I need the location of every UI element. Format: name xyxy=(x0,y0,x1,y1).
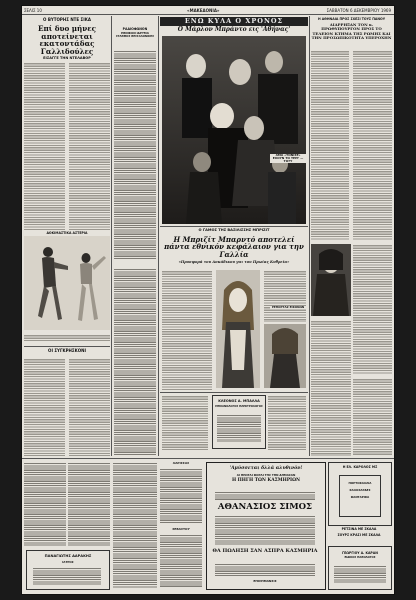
ad-col-mid1: ΛΑΡΙΣΣΑΣ xyxy=(172,461,190,465)
header-rule xyxy=(22,14,394,15)
left-headline: Επί δυο μήνες αποτείνεται εκατοντάδας Γαλλιδούλες xyxy=(37,24,97,56)
left-photo-caption: ΔΟΚΙΜΑΣΤΙΚΑ ΑΣΤΕΡΙΑ xyxy=(46,231,88,235)
left-text-c xyxy=(24,358,65,456)
ad-main-line2: ΑΙ ΠΡΩΤΑΙ ΦΟΡΑΙ ΤΗΣ ΤΗΝ ΔΗΜΑΣΑΝ xyxy=(236,472,296,477)
left-text-a xyxy=(24,62,65,230)
right-small-head: ΑΜΑ «ΤΟΝΙΣΕ» ΕΧΟΥΝ ΤΟ ΤΕΡΓ — ΤΟΞΥ xyxy=(270,154,306,163)
ad-right-box-title: Η ΕΛ. ΚΑΡΟΛΟΣ ΜΣ xyxy=(342,465,378,469)
bardot-kicker: Ο ΓΑΜΟΣ ΤΗΣ ΒΑΣΙΛΙΣΣΗΣ ΜΠΡΙΖΙΤ xyxy=(198,228,270,232)
ad-col-mid2: ΣΕΒΑΣΤΟΥ xyxy=(172,527,190,531)
left-kicker: Ο ΒΥΤΟΡΗΣ ΝΤΕ ΣΙΚΑ xyxy=(43,17,91,22)
right-headline: ΔΙΑΡΡΗΞΑΝ ΤΟΝ κ. ΠΡΩΘΥΠΟΥΡΓΟΝ ΠΡΟΣ ΤΟ ΤΕΛΕΙΟΝ ΚΤΗΜΑ ΤΗΣ ΡΩΜΗΣ ΚΑΙ ΤΗΝ ΠΡΟΣΩΠΙΚΟΤΗΤΑ ΥΠΕΡΟΧΗΝ xyxy=(311,22,392,40)
photo-caption-text xyxy=(24,334,110,342)
bardot-subhead: «Προσφορά του Ασκάδικου γαι του Πρωίας Κυθρεία» xyxy=(178,260,290,264)
ad-right-box-line-3: ΦΑΝΤΑΡΙΚΑ xyxy=(350,494,370,499)
page-number: ΣΕΛΙΣ 10 xyxy=(24,8,42,13)
ad-right-box xyxy=(328,462,392,526)
program-column xyxy=(113,16,157,456)
right-photo xyxy=(311,244,351,316)
left-section-title: ΟΙ ΣΥΓΚΡΗΣΚΟΝΙ xyxy=(48,348,86,353)
ad-main-footer: ΕΠΙΣΗΜΑΝΣΙΣ xyxy=(253,579,277,583)
lower-text-b xyxy=(268,395,306,450)
right-photo-label: ΡΕΠΟΡΤΑΖ ΕΙΚΟΝΩΝ xyxy=(271,305,305,309)
program-listing-2 xyxy=(114,268,156,456)
program-sub2: ΣΤΑΘΜΟΣ ΘΕΣΣΑΛΟΝΙΚΗΣ xyxy=(115,35,155,39)
ad-right-box-line-1: ΠΟΡΤΟΚΑΛΛΙΑ xyxy=(348,481,372,485)
right-text-e xyxy=(353,378,392,456)
program-subtitle: ΕΘΝΙΚΟΝ ΙΔΡΥΜΑ xyxy=(121,31,149,36)
bottom-listing-a xyxy=(24,462,66,546)
date-line: ΣΑΒΒΑΤΟΝ 6 ΔΕΚΕΜΒΡΙΟΥ 1969 xyxy=(326,8,391,13)
lower-text-a xyxy=(162,395,208,450)
bardot-headline: Η Μπριζίτ Μπαρντό αποτελεί πάντα εθνικόν κεφάλαιον για την Γαλλία xyxy=(164,235,304,259)
ad-main-line1: 'Αμύσσεται δλλά αλυθινόν! xyxy=(229,466,303,471)
ad-bottom-center xyxy=(212,395,266,449)
brando-photo xyxy=(162,36,306,224)
bottom-listing-b xyxy=(68,462,110,546)
masthead: «ΜΑΚΕΔΟΝΙΑ» xyxy=(187,8,220,13)
left-column xyxy=(24,16,110,456)
program-listing-1 xyxy=(114,50,156,260)
brando-headline: Ο Μάρλον Μπράντο εις 'Αθήνας' xyxy=(177,26,291,33)
bardot-photo-2 xyxy=(264,324,306,388)
ad-bottom-center-sub: ΜΗΧΑΝΟΛΟΓΟΣ ΗΛΕΚΤΡΟΛΟΓΟΣ xyxy=(215,404,263,408)
right-text-a xyxy=(311,50,349,240)
right-text-b xyxy=(353,50,392,240)
ad-right-bottom-title: ΓΕΩΡΓΙΟΥ Α. ΚΑΡΑΝ xyxy=(342,551,378,555)
right-kicker: Η ΑΘΗΝΑΙΑ ΠΡΟΣ ΣΧΕΣΙ ΤΟΥΣ ΠΑΝΟΥ xyxy=(317,17,386,21)
right-text-d xyxy=(311,320,351,456)
ad-col-right1: ΡΕΤΣΙΝΑ ΜΕ ΣΚΑΛΑ xyxy=(341,527,377,531)
ad-main-cashmere xyxy=(206,462,326,590)
left-text-d xyxy=(69,358,110,456)
newspaper-page xyxy=(22,6,394,594)
ad-main-address: ΘΑ ΠΩΛΗΣΗ ΣΑΝ ΑΣΠΡΑ ΚΑΣΜΗΡΙΑ xyxy=(212,548,318,554)
ad-small-left-title: ΠΑΝΑΓΙΩΤΗΣ ΔΑΡΑΚΗΣ xyxy=(44,554,92,558)
program-title: ΡΑΔΙΟΦΩΝΟΝ xyxy=(122,27,148,31)
bardot-text-a xyxy=(162,270,212,390)
left-text-b xyxy=(69,62,110,230)
center-banner: ΕΝΩ ΚΥΛΑ Ο ΧΡΟΝΟΣ xyxy=(160,17,308,26)
right-text-c xyxy=(353,244,392,374)
dancers-photo xyxy=(24,236,110,330)
ad-right-box-line-2: ΚΑΛΟΣΑΡΔΕΣ xyxy=(349,487,371,492)
ad-right-bottom-sub: ΕΙΔΙΚΟΣ ΠΑΘΟΛΟΓΟΣ xyxy=(344,556,376,560)
bardot-photo xyxy=(216,270,260,388)
right-column xyxy=(311,16,392,456)
ad-small-left-sub: ΙΑΤΡΟΣ xyxy=(62,559,74,564)
left-byline: ΕΙΣΑΓΓΕ ΤΗΝ ΝΤΕΛΑΒΟΡ xyxy=(43,56,91,61)
bardot-text-b xyxy=(264,270,306,322)
ad-col-right2: ΣΟΥΡΣ ΚΡΑΣΙ ΜΕ ΣΚΑΛΑ xyxy=(337,533,381,537)
ad-main-name: ΑΘΑΝΑΣΙΟΣ ΣΙΜΟΣ xyxy=(217,502,313,512)
ad-small-left xyxy=(26,550,110,590)
ad-main-line3: Η ΠΗΓΗ ΤΩΝ ΚΑΣΜΗΡΙΩΝ xyxy=(231,477,301,483)
bottom-listing-c xyxy=(113,462,157,588)
ad-right-bottom xyxy=(328,546,392,590)
ad-bottom-center-title: ΚΛΕΟΝΟΣ Α. ΜΠΑΛΛΑ xyxy=(218,399,260,403)
